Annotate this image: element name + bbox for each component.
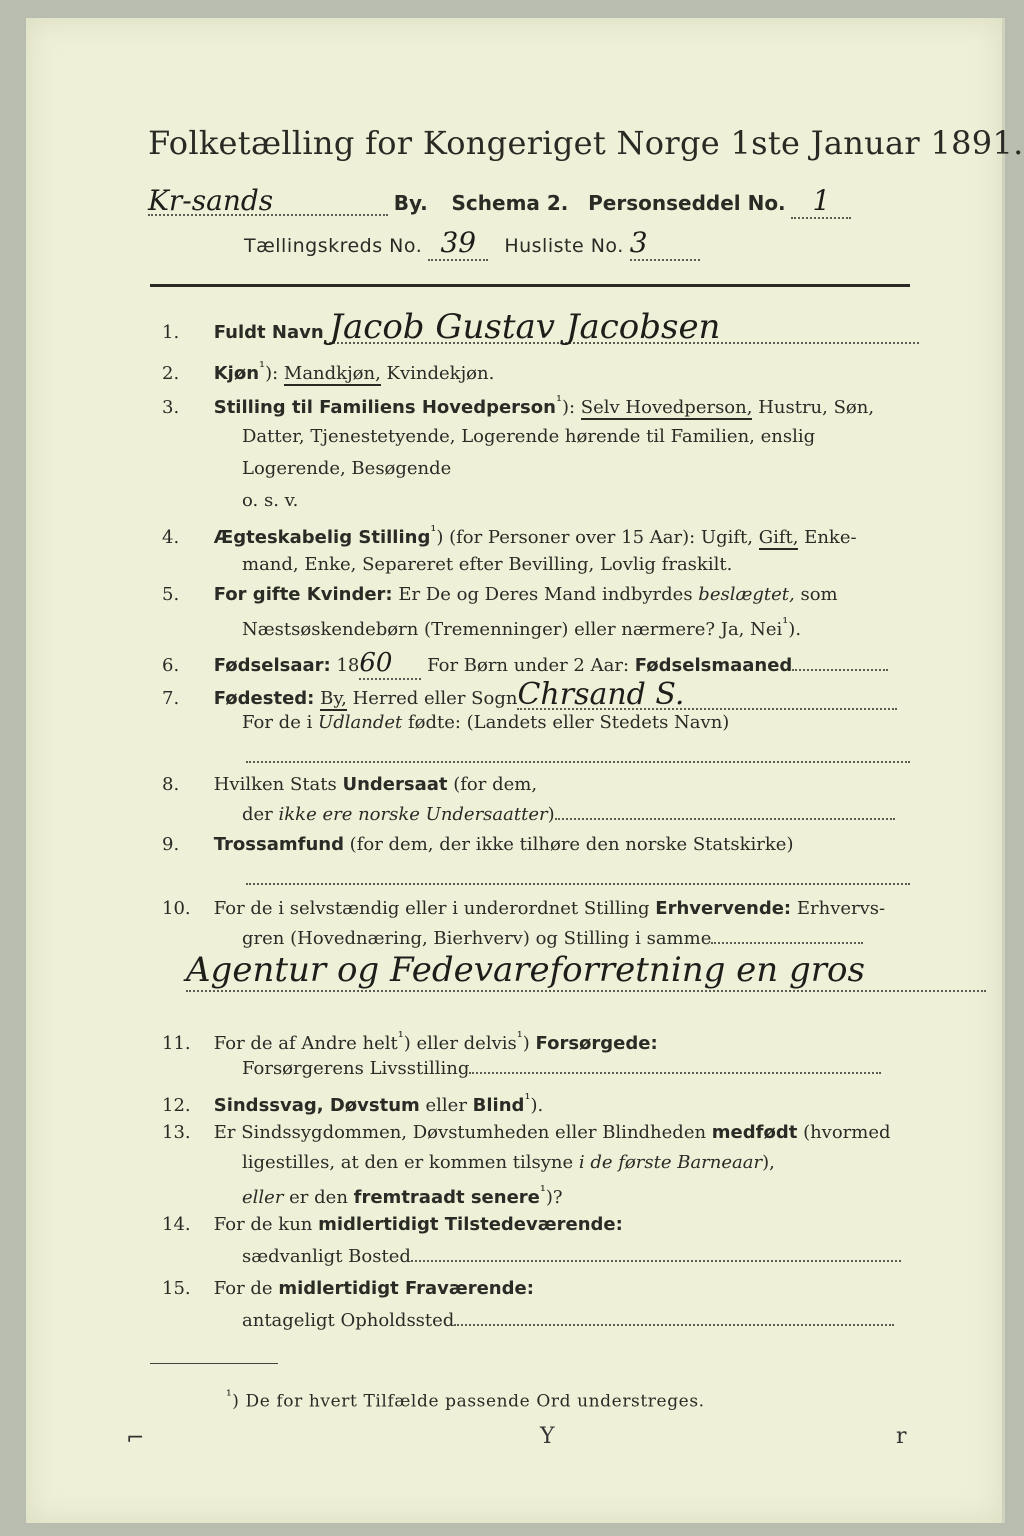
item-text: ) eller delvis: [403, 1033, 517, 1054]
header-line-3: [244, 226, 700, 261]
item-label: Undersaat: [342, 774, 448, 795]
option-text: Kvindekjøn.: [380, 363, 495, 384]
item-3: [162, 392, 874, 418]
item-text: For de af Andre helt: [213, 1033, 398, 1054]
item-text: ):: [561, 397, 576, 418]
item-8-line-2: [242, 804, 895, 825]
item-label: Trossamfund: [213, 834, 344, 855]
stray-mark: ⌐: [126, 1426, 145, 1451]
item-text: antageligt Opholdssted: [242, 1310, 455, 1331]
item-text: ): [547, 804, 555, 825]
item-label: Fødselsaar:: [213, 655, 331, 676]
item-number: 14.: [162, 1214, 191, 1235]
item-13: [162, 1122, 891, 1143]
item-text: Er Sindssygdommen, Døvstumheden eller Blindheden: [213, 1122, 712, 1143]
item-1: [162, 307, 919, 347]
item-14-line-2: [242, 1246, 901, 1267]
item-label: Fødselsmaaned: [634, 655, 793, 676]
item-label: midlertidigt Fraværende:: [278, 1278, 534, 1299]
option-selected: Mandkjøn,: [283, 363, 381, 384]
occupation-value: Agentur og Fedevareforretning en gros: [186, 950, 865, 990]
item-text: Forsørgerens Livsstilling: [242, 1058, 470, 1079]
full-name-value: Jacob Gustav Jacobsen: [329, 312, 919, 344]
item-3-line-2: Datter, Tjenestetyende, Logerende hørende til Familien, enslig: [242, 426, 816, 447]
item-8: [162, 774, 537, 795]
item-text: 18: [330, 655, 360, 676]
husliste-label: Husliste No.: [504, 235, 624, 257]
item-number: 12.: [162, 1095, 191, 1116]
item-text: ).: [530, 1095, 544, 1116]
item-label: Blind: [472, 1095, 525, 1116]
footnote-ref: ¹: [539, 1182, 546, 1200]
item-3-line-4: o. s. v.: [242, 490, 299, 511]
item-text: Enke-: [798, 527, 857, 548]
option-selected: Gift,: [758, 527, 799, 548]
husliste-value: 3: [630, 226, 700, 261]
item-4: [162, 522, 857, 548]
item-13-line-2: [242, 1152, 775, 1173]
item-12: [162, 1090, 543, 1116]
item-text-italic: i de første Barneaar: [578, 1152, 763, 1173]
item-text: Herred eller Sogn: [346, 688, 518, 709]
item-text: der: [242, 804, 279, 825]
footnote-rule: [150, 1363, 278, 1364]
item-text: For de: [213, 1278, 279, 1299]
personseddel-label: Personseddel No.: [588, 191, 786, 215]
item-number: 8.: [162, 774, 180, 795]
item-label: Erhvervende:: [655, 898, 792, 919]
item-text: Er De og Deres Mand indbyrdes: [392, 584, 699, 605]
item-15: [162, 1278, 534, 1299]
item-text: (hvormed: [797, 1122, 891, 1143]
item-text: ): [522, 1033, 536, 1054]
birthplace-value: Chrsand S.: [517, 682, 897, 710]
town-value: Kr-sands: [148, 188, 388, 216]
item-number: 5.: [162, 584, 180, 605]
item-text: er den: [283, 1187, 354, 1208]
item-text-italic: beslægtet,: [698, 584, 795, 605]
stray-mark: r: [896, 1424, 907, 1449]
kreds-label: Tællingskreds No.: [244, 235, 423, 257]
schema-label: Schema 2.: [451, 191, 569, 215]
item-4-line-2: mand, Enke, Separeret efter Bevilling, Lovlig fraskilt.: [242, 554, 733, 575]
provider-field: [469, 1072, 881, 1074]
item-number: 11.: [162, 1033, 191, 1054]
header-line-2: [148, 184, 851, 219]
kreds-value: 39: [428, 226, 488, 261]
item-text-italic: eller: [242, 1187, 284, 1208]
item-text: (for dem,: [447, 774, 538, 795]
foreign-birthplace-field: [246, 748, 910, 767]
footnote-ref: ¹: [397, 1028, 404, 1046]
item-text: eller: [419, 1095, 473, 1116]
item-5-line-2: [242, 614, 801, 640]
item-9: [162, 834, 793, 855]
item-7-line-2: [242, 712, 729, 733]
item-text: )?: [545, 1187, 563, 1208]
item-15-line-2: [242, 1310, 894, 1331]
item-text-italic: ikke ere norske Undersaatter: [278, 804, 548, 825]
item-number: 1.: [162, 322, 180, 343]
footnote-ref: ¹: [555, 392, 562, 410]
item-text: som: [794, 584, 838, 605]
item-number: 10.: [162, 898, 191, 919]
item-text: Hvilken Stats: [213, 774, 343, 795]
item-label: Ægteskabelig Stilling: [213, 527, 431, 548]
item-6: [162, 648, 888, 680]
item-text: ) (for Personer over 15 Aar): Ugift,: [436, 527, 759, 548]
item-number: 13.: [162, 1122, 191, 1143]
religion-field: [246, 870, 910, 889]
item-10-line-2: [242, 928, 863, 949]
item-text: ):: [265, 363, 279, 384]
footnote-text: ) De for hvert Tilfælde passende Ord understreges.: [232, 1391, 705, 1412]
header-rule: [150, 284, 910, 287]
item-label: For gifte Kvinder:: [213, 584, 393, 605]
footnote-ref: ¹: [430, 522, 437, 540]
item-7: [162, 677, 897, 712]
item-label: Stilling til Familiens Hovedperson: [213, 397, 556, 418]
item-label: fremtraadt senere: [353, 1187, 540, 1208]
town-label: By.: [393, 191, 428, 215]
item-text: Næstsøskendebørn (Tremenninger) eller nærmere? Ja, Nei: [242, 619, 783, 640]
birth-year-value: 60: [359, 648, 421, 680]
form-title: Folketælling for Kongeriget Norge 1ste Januar 1891.: [148, 124, 1024, 162]
item-text: ).: [788, 619, 802, 640]
item-label: midlertidigt Tilstedeværende:: [318, 1214, 623, 1235]
occupation-field: [186, 950, 986, 992]
item-number: 9.: [162, 834, 180, 855]
probable-residence-field: [454, 1324, 894, 1326]
item-11-line-2: [242, 1058, 881, 1079]
item-number: 3.: [162, 397, 180, 418]
footnote-ref: ¹: [524, 1090, 531, 1108]
footnote-ref: ¹: [259, 358, 266, 376]
item-13-line-3: [242, 1182, 563, 1208]
item-text: For de i: [242, 712, 319, 733]
item-label: medfødt: [711, 1122, 798, 1143]
option-selected: Selv Hovedperson,: [580, 397, 753, 418]
footnote-ref: ¹: [782, 614, 789, 632]
option-selected: By,: [320, 688, 347, 709]
option-text: Hustru, Søn,: [752, 397, 875, 418]
item-11: [162, 1028, 658, 1054]
stray-mark: Y: [540, 1424, 555, 1449]
item-text: gren (Hovednæring, Bierhverv) og Stilling i samme: [242, 928, 712, 949]
item-text: For Børn under 2 Aar:: [421, 655, 635, 676]
item-number: 4.: [162, 527, 180, 548]
item-label: Sindssvag, Døvstum: [213, 1095, 420, 1116]
item-3-line-3: Logerende, Besøgende: [242, 458, 452, 479]
item-label: Fødested:: [213, 688, 315, 709]
item-text: ),: [762, 1152, 775, 1173]
item-number: 7.: [162, 688, 180, 709]
item-number: 2.: [162, 363, 180, 384]
personseddel-value: 1: [791, 184, 851, 219]
citizenship-field: [555, 818, 895, 820]
item-text: fødte: (Landets eller Stedets Navn): [402, 712, 730, 733]
item-number: 6.: [162, 655, 180, 676]
footnote: [226, 1388, 705, 1412]
item-text: sædvanligt Bosted: [242, 1246, 411, 1267]
birth-month-field: [792, 669, 888, 671]
item-text: Erhvervs-: [791, 898, 886, 919]
item-text-italic: Udlandet: [318, 712, 403, 733]
footnote-ref: ¹: [516, 1028, 523, 1046]
usual-residence-field: [411, 1260, 901, 1262]
item-text: For de kun: [213, 1214, 319, 1235]
item-number: 15.: [162, 1278, 191, 1299]
footnote-mark: ¹: [226, 1388, 233, 1404]
item-label: Forsørgede:: [535, 1033, 658, 1054]
item-text: (for dem, der ikke tilhøre den norske Statskirke): [343, 834, 794, 855]
item-5: [162, 584, 838, 605]
item-2: [162, 358, 494, 384]
item-label: Fuldt Navn: [213, 322, 324, 343]
item-text: ligestilles, at den er kommen tilsyne: [242, 1152, 579, 1173]
item-text: For de i selvstændig eller i underordnet Stilling: [213, 898, 656, 919]
item-label: Kjøn: [213, 363, 260, 384]
item-14: [162, 1214, 623, 1235]
item-10: [162, 898, 885, 919]
